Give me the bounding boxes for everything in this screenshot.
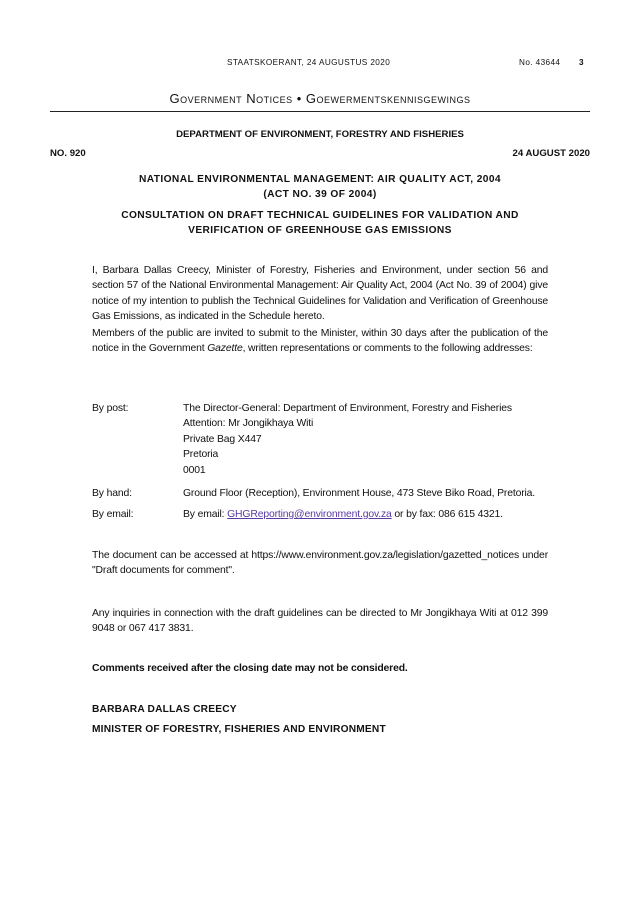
post-line: Attention: Mr Jongikhaya Witi: [183, 418, 314, 430]
access-paragraph: The document can be accessed at https://www.environment.gov.za/legislation/gazetted_notices under "Draft documents for comment".: [92, 550, 548, 577]
page-number: 3: [579, 58, 584, 67]
hand-label: By hand:: [92, 488, 132, 499]
post-line: 0001: [183, 464, 206, 476]
section-heading: Government Notices • Goewermentskennisgewings: [169, 91, 471, 106]
post-label: By post:: [92, 403, 129, 414]
consultation-title: [60, 208, 580, 238]
gazette-word: Gazette: [207, 343, 243, 355]
signatory-name: BARBARA DALLAS CREECY: [92, 704, 237, 715]
signatory-title: MINISTER OF FORESTRY, FISHERIES AND ENVIRONMENT: [92, 724, 386, 735]
invitation-paragraph: [92, 326, 548, 357]
hand-address: Ground Floor (Reception), Environment House, 473 Steve Biko Road, Pretoria.: [183, 488, 536, 499]
post-line: The Director-General: Department of Environment, Forestry and Fisheries: [183, 403, 512, 414]
department-name: DEPARTMENT OF ENVIRONMENT, FORESTRY AND FISHERIES: [176, 129, 464, 140]
invitation-text-start: Members of the public are invited to submit to the Minister, within 30 days after the publication of the notice in the Government: [92, 328, 548, 355]
heading-rule: [50, 111, 590, 112]
notice-date: 24 AUGUST 2020: [512, 148, 590, 159]
invitation-text-end: , written representations or comments to the following addresses:: [242, 343, 533, 355]
fax-number: 086 615 4321: [438, 509, 501, 520]
post-line: Private Bag X447: [183, 433, 262, 445]
email-prefix: By email:: [183, 509, 228, 520]
act-title-line-1: NATIONAL ENVIRONMENTAL MANAGEMENT: AIR QUALITY ACT, 2004: [139, 174, 501, 185]
running-title: STAATSKOERANT, 24 AUGUSTUS 2020: [227, 58, 391, 67]
post-address: [183, 401, 512, 478]
act-title: [60, 172, 580, 202]
email-link[interactable]: GHGReporting@environment.gov.za: [227, 509, 392, 520]
inquiry-paragraph: Any inquiries in connection with the draft guidelines can be directed to Mr Jongikhaya Witi at 012 399 9048 or 067 417 3831.: [92, 608, 548, 635]
consultation-title-line-2: VERIFICATION OF GREENHOUSE GAS EMISSIONS: [188, 225, 452, 236]
notice-number: NO. 920: [50, 148, 86, 159]
fax-prefix: or by fax:: [391, 509, 439, 520]
act-title-line-2: (ACT NO. 39 OF 2004): [263, 189, 377, 200]
gazette-number: No. 43644: [519, 58, 561, 67]
email-line: [183, 507, 503, 522]
closing-note: Comments received after the closing date may not be considered.: [92, 663, 408, 674]
post-line: Pretoria: [183, 449, 219, 461]
consultation-title-line-1: CONSULTATION ON DRAFT TECHNICAL GUIDELINES FOR VALIDATION AND: [121, 210, 519, 221]
email-label: By email:: [92, 509, 134, 520]
fax-end: .: [500, 509, 503, 520]
intro-paragraph: I, Barbara Dallas Creecy, Minister of Forestry, Fisheries and Environment, under section 56 and section 57 of the National Environmental Management: Air Quality Act, 2004 (Act No. 39 of 2004) give notice of my intention to publish the Technical Guidelines for Validation and Verification of Greenhouse Gas Emissions, as indicated in the Schedule hereto.: [92, 265, 548, 323]
